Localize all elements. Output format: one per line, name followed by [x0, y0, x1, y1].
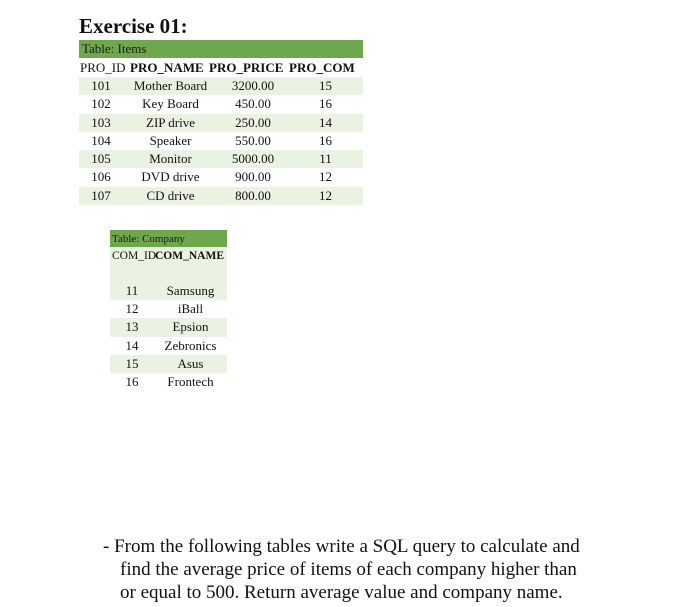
cell: Key Board [142, 96, 199, 112]
question-line: or equal to 500. Return average value and company name. [120, 582, 563, 603]
cell: Zebronics [164, 337, 217, 353]
cell: 13 [125, 319, 139, 335]
cell: 105 [91, 151, 111, 167]
cell: 14 [125, 337, 139, 353]
cell: 450.00 [235, 96, 271, 112]
cell: 107 [91, 187, 111, 203]
items-table-header [79, 58, 363, 77]
cell: Monitor [149, 151, 192, 167]
cell: 550.00 [235, 132, 271, 148]
cell: 102 [91, 96, 111, 112]
cell: 5000.00 [231, 151, 275, 167]
cell: iBall [177, 301, 204, 317]
cell: 3200.00 [231, 78, 275, 93]
table-row [79, 187, 363, 205]
cell: DVD drive [141, 169, 200, 185]
table-row [110, 373, 227, 391]
cell: 12 [125, 301, 139, 317]
cell: 11 [125, 283, 139, 298]
cell: 15 [319, 78, 332, 93]
cell: 11 [319, 151, 332, 167]
header-pro-price: PRO_PRICE [209, 60, 284, 75]
company-table-caption: Table: Company [110, 230, 227, 247]
table-row [79, 150, 363, 168]
cell: 103 [91, 114, 111, 130]
cell: 16 [319, 132, 332, 148]
header-com-id: COM_ID [112, 250, 157, 262]
table-row [110, 355, 227, 373]
cell: ZIP drive [146, 114, 195, 130]
table-row [79, 95, 363, 113]
table-row [110, 300, 227, 318]
cell: 14 [319, 114, 332, 130]
spacer-row [110, 265, 227, 282]
cell: Asus [177, 355, 204, 371]
table-row [79, 168, 363, 186]
cell: 900.00 [235, 169, 271, 185]
cell: Samsung [166, 283, 215, 298]
cell: 104 [91, 132, 111, 148]
header-pro-id: PRO_ID [80, 60, 126, 75]
question-text [103, 535, 643, 604]
cell: Frontech [167, 373, 214, 389]
company-table [110, 230, 227, 391]
table-row [110, 318, 227, 336]
table-row [110, 337, 227, 355]
cell: Mother Board [133, 78, 208, 93]
cell: 16 [319, 96, 332, 112]
cell: 101 [91, 78, 111, 93]
items-table [79, 40, 363, 205]
table-row [110, 282, 227, 300]
table-row [79, 77, 363, 95]
cell: 250.00 [235, 114, 271, 130]
cell: 15 [125, 355, 139, 371]
cell: 800.00 [235, 187, 271, 203]
items-table-caption: Table: Items [79, 40, 363, 58]
company-table-header [110, 247, 227, 265]
cell: CD drive [146, 187, 195, 203]
cell: 12 [319, 169, 332, 185]
table-row [79, 114, 363, 132]
cell: Epsion [172, 319, 209, 335]
header-pro-com: PRO_COM [289, 60, 355, 75]
question-line: - From the following tables write a SQL query to calculate and [103, 536, 580, 557]
cell: 16 [125, 373, 139, 389]
header-pro-name: PRO_NAME [130, 60, 204, 75]
cell: 12 [319, 187, 332, 203]
exercise-title: Exercise 01: [79, 14, 188, 38]
header-com-name: COM_NAME [155, 250, 224, 262]
question-line: find the average price of items of each company higher than [120, 559, 577, 580]
cell: Speaker [149, 132, 192, 148]
table-row [79, 132, 363, 150]
cell: 106 [91, 169, 111, 185]
